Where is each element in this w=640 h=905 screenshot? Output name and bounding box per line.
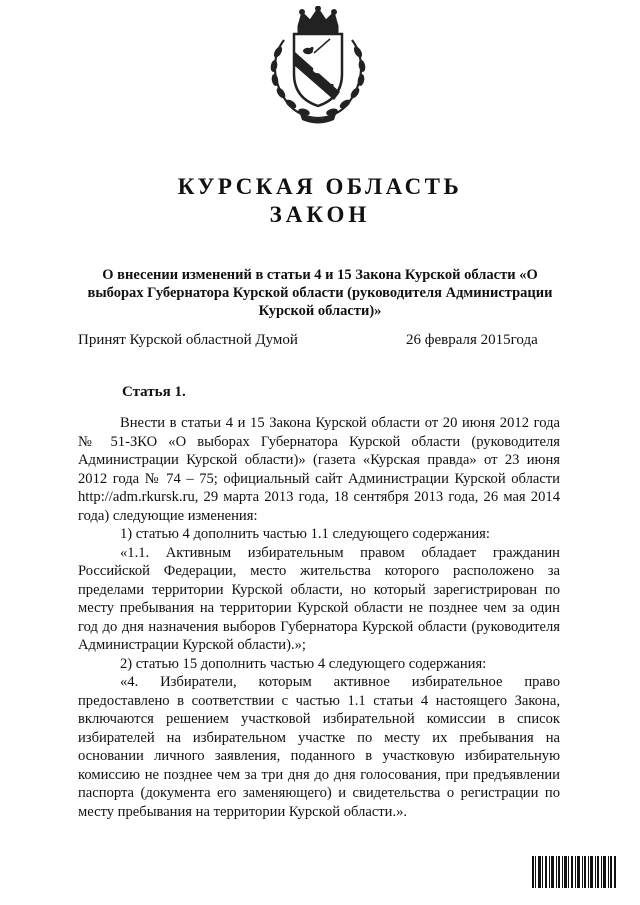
article-paragraph: «4. Избиратели, которым активное избирательное право предоставлено в соответствии с частью 1.1 статьи 4 настоящего Закона, включаются решением участковой избирательной комиссии в список избирателей на избирательном участке по месту их пребывания на основании личного заявления, поданного в участковую избирательную комиссию не позднее чем за три дня до дня голосования, при предъявлении паспорта (документа его заменяющего) и свидетельства о регистрации по месту пребывания на территории Курской области.». (78, 674, 560, 820)
article-paragraph: Внести в статьи 4 и 15 Закона Курской области от 20 июня 2012 года № 51-ЗКО «О выборах Губернатора Курской области (руководителя Администрации Курской области)» (газета «Курская правда» от 23 июня 2012 года № 74 – 75; официальный сайт Администрации Курской области http://adm.rkursk.ru, 29 марта 2013 года, 18 сентября 2013 года, 26 мая 2014 года) следующие изменения: (78, 415, 560, 524)
article-body (78, 414, 560, 821)
article-paragraph: 1) статью 4 дополнить частью 1.1 следующего содержания: (120, 526, 490, 542)
document-type-heading: ЗАКОН (269, 202, 371, 227)
law-title: О внесении изменений в статьи 4 и 15 Закона Курской области «О выборах Губернатора Курской области (руководителя Администрации Курской области)» (87, 267, 553, 319)
article-paragraph: «1.1. Активным избирательным правом обладает гражданин Российской Федерации, место жительства которого расположено за пределами территории Курской области, но который зарегистрирован по месту пребывания на территории Курской области не позднее чем за один год до дня назначения выборов Губернатора Курской области (руководителя Администрации Курской области).»; (78, 544, 560, 653)
article-heading: Статья 1. (122, 384, 186, 400)
adopted-by-label: Принят Курской областной Думой (78, 332, 298, 348)
barcode-icon (532, 856, 616, 888)
adoption-date: 26 февраля 2015года (406, 332, 538, 348)
coat-of-arms-emblem (264, 6, 372, 124)
article-paragraph: 2) статью 15 дополнить частью 4 следующего содержания: (120, 655, 487, 672)
region-title: КУРСКАЯ ОБЛАСТЬ (177, 174, 463, 199)
